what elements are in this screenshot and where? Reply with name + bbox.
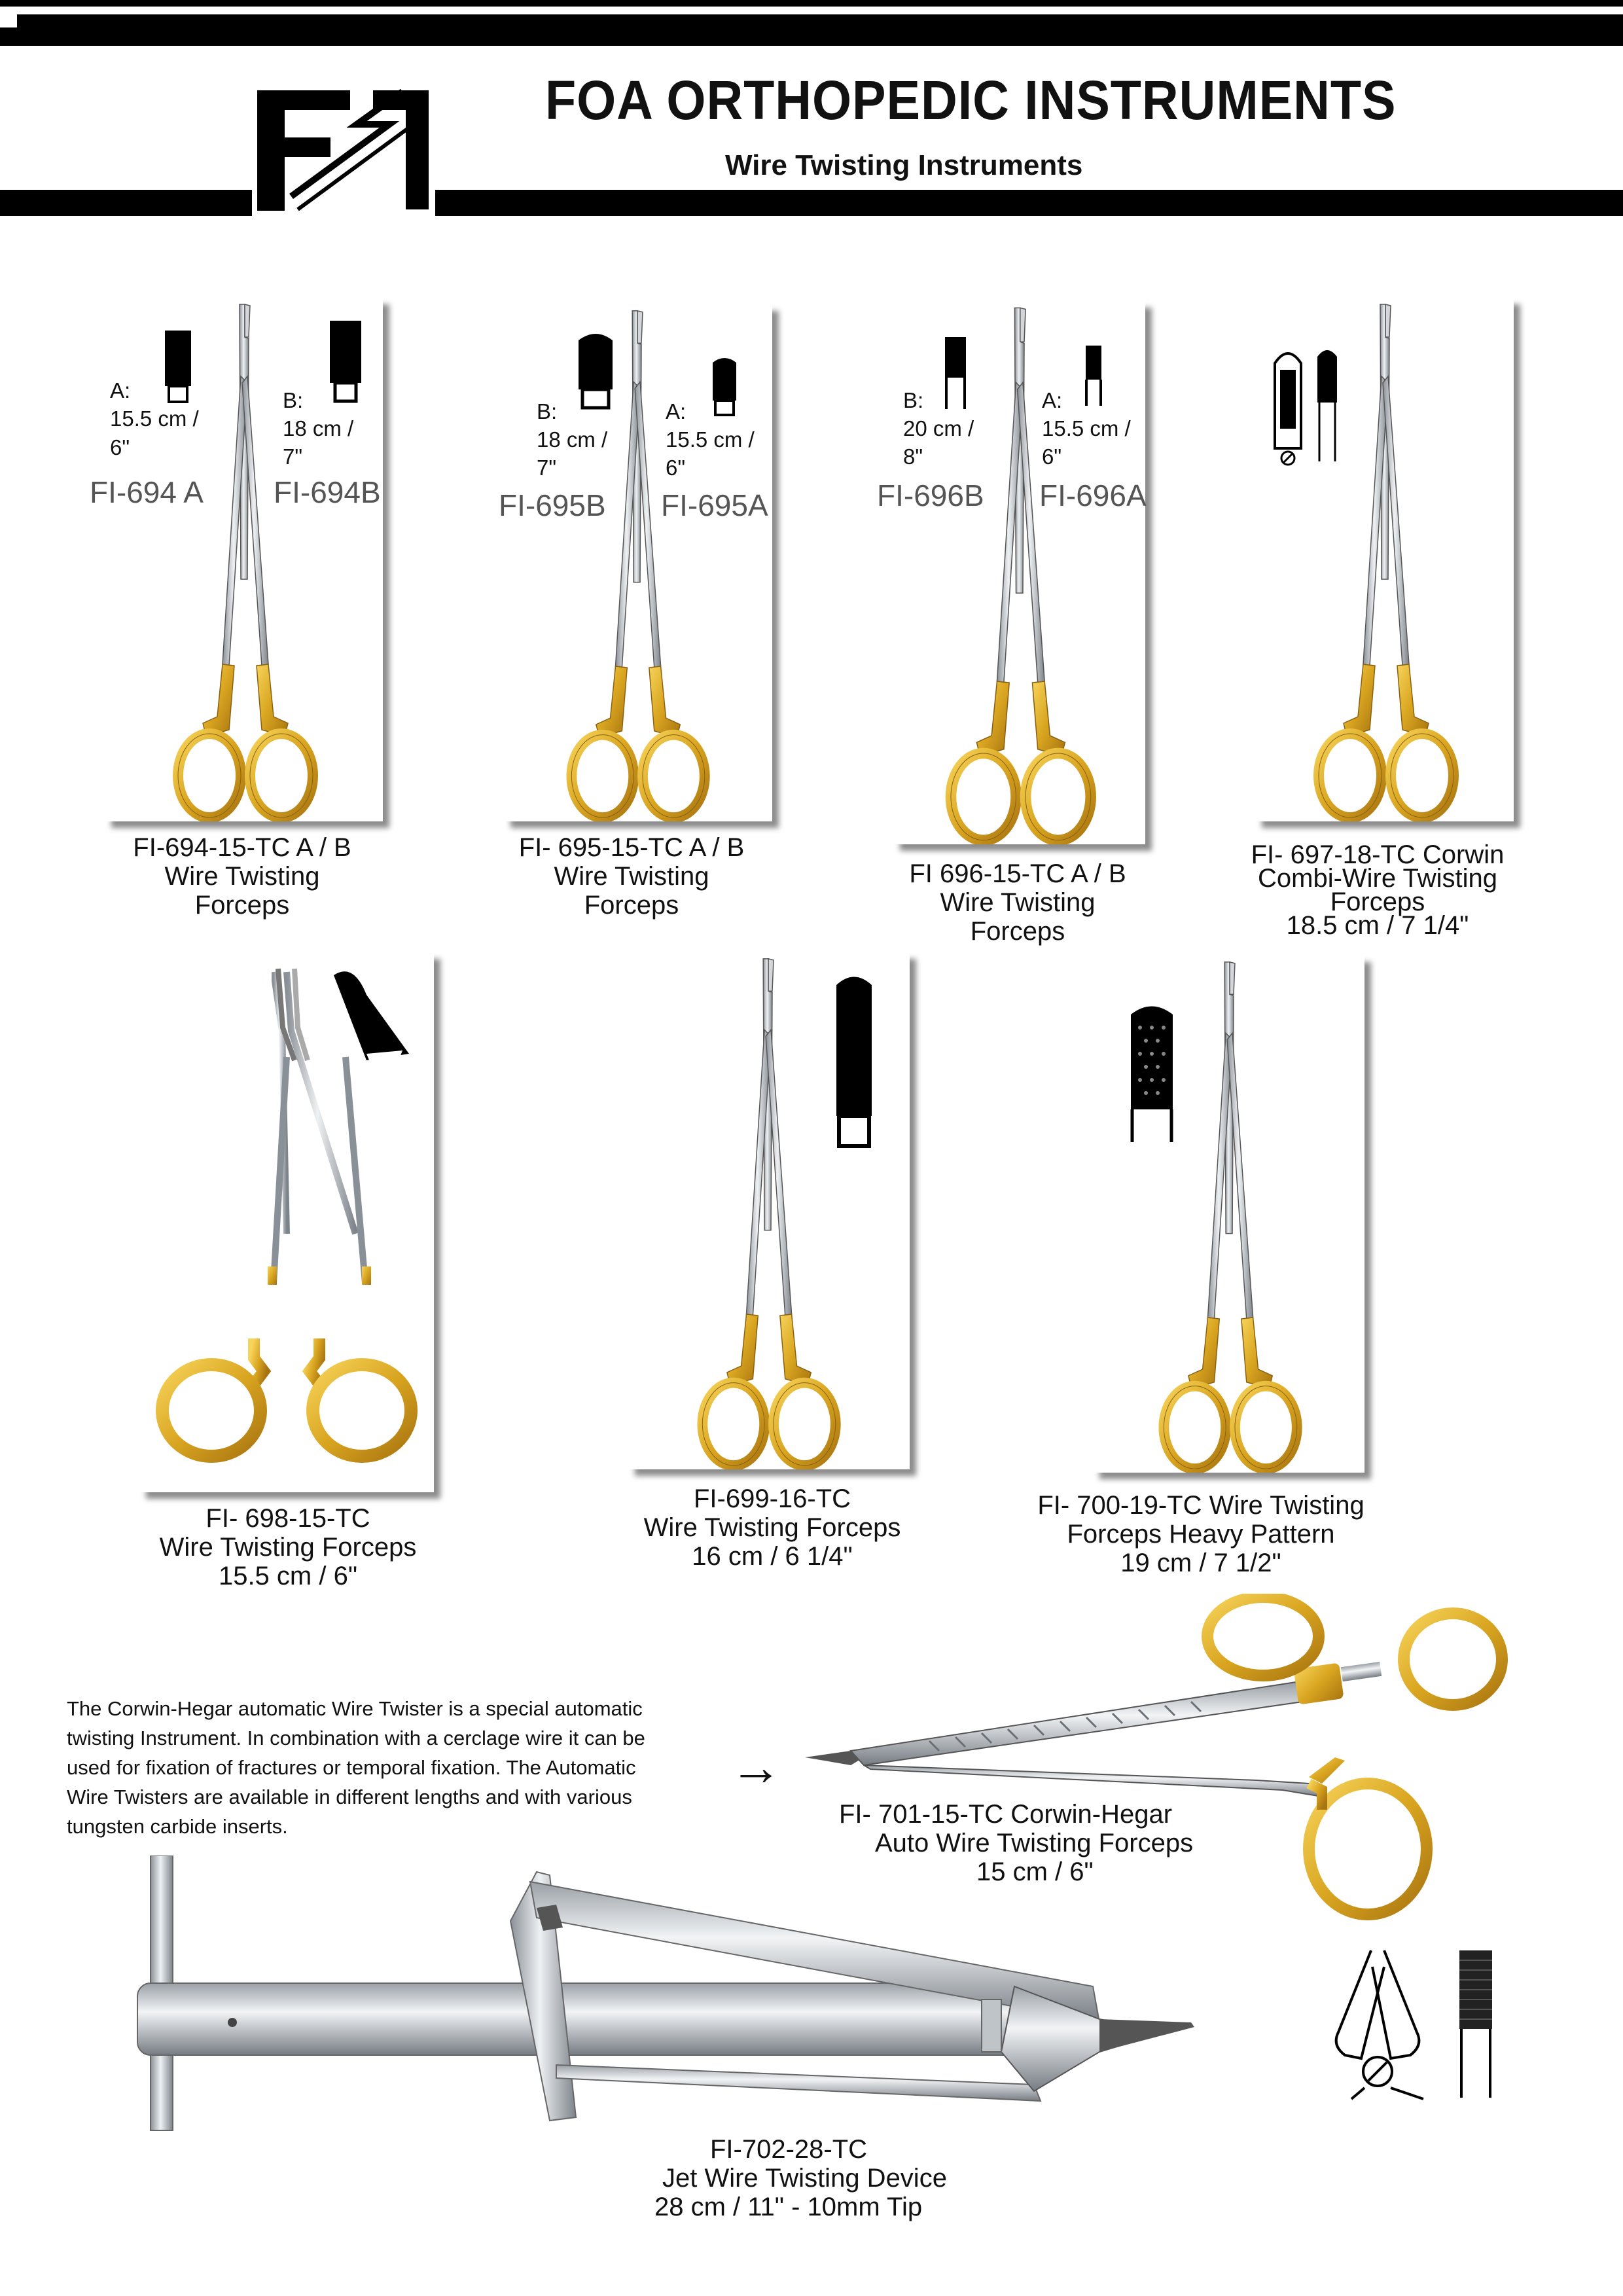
product-caption-700	[1018, 1491, 1384, 1577]
caption-line: Wire Twisting Forceps	[643, 1513, 901, 1542]
tip-icon-698	[268, 962, 416, 1067]
caption-line: FI-702-28-TC	[710, 2135, 868, 2164]
caption-line: Wire Twisting	[940, 888, 1096, 917]
variant-letter: A:	[666, 399, 687, 423]
tip-icon-699	[831, 972, 877, 1152]
variant-size: 6"	[110, 435, 130, 459]
description-line: tungsten carbide inserts.	[67, 1815, 288, 1838]
product-description	[67, 1694, 721, 1841]
variant-size: 7"	[537, 456, 557, 480]
variant-code: FI-696A	[1039, 478, 1147, 512]
tip-icon-700	[1126, 1001, 1178, 1145]
variant-size: 6"	[666, 456, 686, 480]
variant-size: 18 cm /	[283, 416, 354, 440]
variant-letter: B:	[283, 388, 304, 412]
product-caption-696	[880, 859, 1155, 946]
variant-code: FI-696B	[877, 478, 984, 512]
variant-size: 6"	[1042, 444, 1062, 469]
page-title: FOA ORTHOPEDIC INSTRUMENTS	[545, 69, 1397, 131]
header-tab-mark	[0, 14, 17, 27]
caption-line: Jet Wire Twisting Device	[662, 2164, 947, 2193]
variant-code: FI-694 A	[90, 475, 204, 509]
caption-line: 18.5 cm / 7 1/4"	[1286, 911, 1469, 940]
variant-size: 15.5 cm /	[1042, 416, 1131, 440]
variant-code: FI-695A	[661, 488, 768, 522]
caption-line: FI 696-15-TC A / B	[909, 859, 1126, 888]
caption-line: 15.5 cm / 6"	[218, 1562, 358, 1590]
product-caption-694	[105, 833, 380, 920]
description-line: twisting Instrument. In combination with a cerclage wire it can be	[67, 1727, 645, 1749]
tip-icon-696b	[942, 337, 969, 412]
header-top-band	[0, 14, 1623, 46]
variant-letter: A:	[1042, 388, 1063, 412]
tip-icon-695b	[576, 327, 615, 412]
description-line: used for fixation of fractures or temporal fixation. The Automatic	[67, 1756, 636, 1779]
tip-icon-696a	[1083, 346, 1104, 408]
variant-code: FI-694B	[274, 475, 381, 509]
panel-698-cutout	[131, 952, 272, 1070]
caption-line: Auto Wire Twisting Forceps	[875, 1829, 1194, 1857]
caption-line: Forceps	[1330, 888, 1425, 916]
caption-line: 28 cm / 11" - 10mm Tip	[654, 2193, 923, 2221]
product-caption-698	[134, 1504, 442, 1590]
variant-letter: A:	[110, 378, 131, 403]
product-caption-699	[615, 1484, 929, 1571]
caption-line: 16 cm / 6 1/4"	[692, 1542, 853, 1571]
variant-size: 20 cm /	[903, 416, 974, 440]
variant-size: 15.5 cm /	[666, 427, 755, 452]
caption-line: Combi-Wire Twisting	[1258, 864, 1497, 893]
product-caption-695	[494, 833, 769, 920]
jet-tip-detail-icon	[1325, 1947, 1522, 2101]
caption-line: FI- 698-15-TC	[205, 1504, 370, 1533]
arrow-icon: →	[730, 1738, 782, 1796]
tip-icon-695a	[710, 353, 739, 419]
caption-line: FI- 695-15-TC A / B	[518, 833, 745, 862]
caption-line: Wire Twisting Forceps	[159, 1533, 417, 1562]
caption-line: Forceps Heavy Pattern	[1067, 1520, 1335, 1549]
tip-icon-694a	[164, 334, 192, 406]
caption-line: Wire Twisting	[554, 862, 709, 891]
caption-line: Forceps	[584, 891, 679, 920]
variant-size: 18 cm /	[537, 427, 608, 452]
tip-icon-697	[1268, 344, 1347, 475]
caption-line: FI- 700-19-TC Wire Twisting	[1037, 1491, 1364, 1520]
variant-size: 8"	[903, 444, 923, 469]
panel-fi-696	[893, 301, 1145, 844]
product-caption-702	[589, 2135, 1034, 2221]
description-line: The Corwin-Hegar automatic Wire Twister is a special automatic	[67, 1697, 643, 1720]
variant-size: 7"	[283, 444, 303, 469]
caption-line: 15 cm / 6"	[976, 1857, 1094, 1886]
caption-line: 19 cm / 7 1/2"	[1120, 1549, 1281, 1577]
caption-line: FI- 697-18-TC Corwin	[1251, 840, 1505, 869]
header-bottom-band	[0, 190, 1623, 216]
caption-line: FI- 701-15-TC Corwin-Hegar	[839, 1800, 1173, 1829]
variant-code: FI-695B	[499, 488, 606, 522]
product-caption-697	[1224, 840, 1531, 940]
caption-line: Wire Twisting	[164, 862, 320, 891]
variant-size: 15.5 cm /	[110, 406, 199, 431]
description-line: Wire Twisters are available in different lengths and with various	[67, 1785, 632, 1808]
caption-line: FI-699-16-TC	[693, 1484, 851, 1513]
variant-letter: B:	[903, 388, 924, 412]
company-logo	[252, 85, 435, 216]
caption-line: Forceps	[194, 891, 290, 920]
caption-line: Forceps	[970, 917, 1065, 946]
page-subtitle: Wire Twisting Instruments	[725, 149, 1083, 181]
top-border	[0, 0, 1623, 7]
jet-wire-twister-image	[131, 1856, 1309, 2157]
tip-icon-694b	[327, 321, 364, 406]
caption-line: FI-694-15-TC A / B	[133, 833, 351, 862]
variant-letter: B:	[537, 399, 558, 423]
